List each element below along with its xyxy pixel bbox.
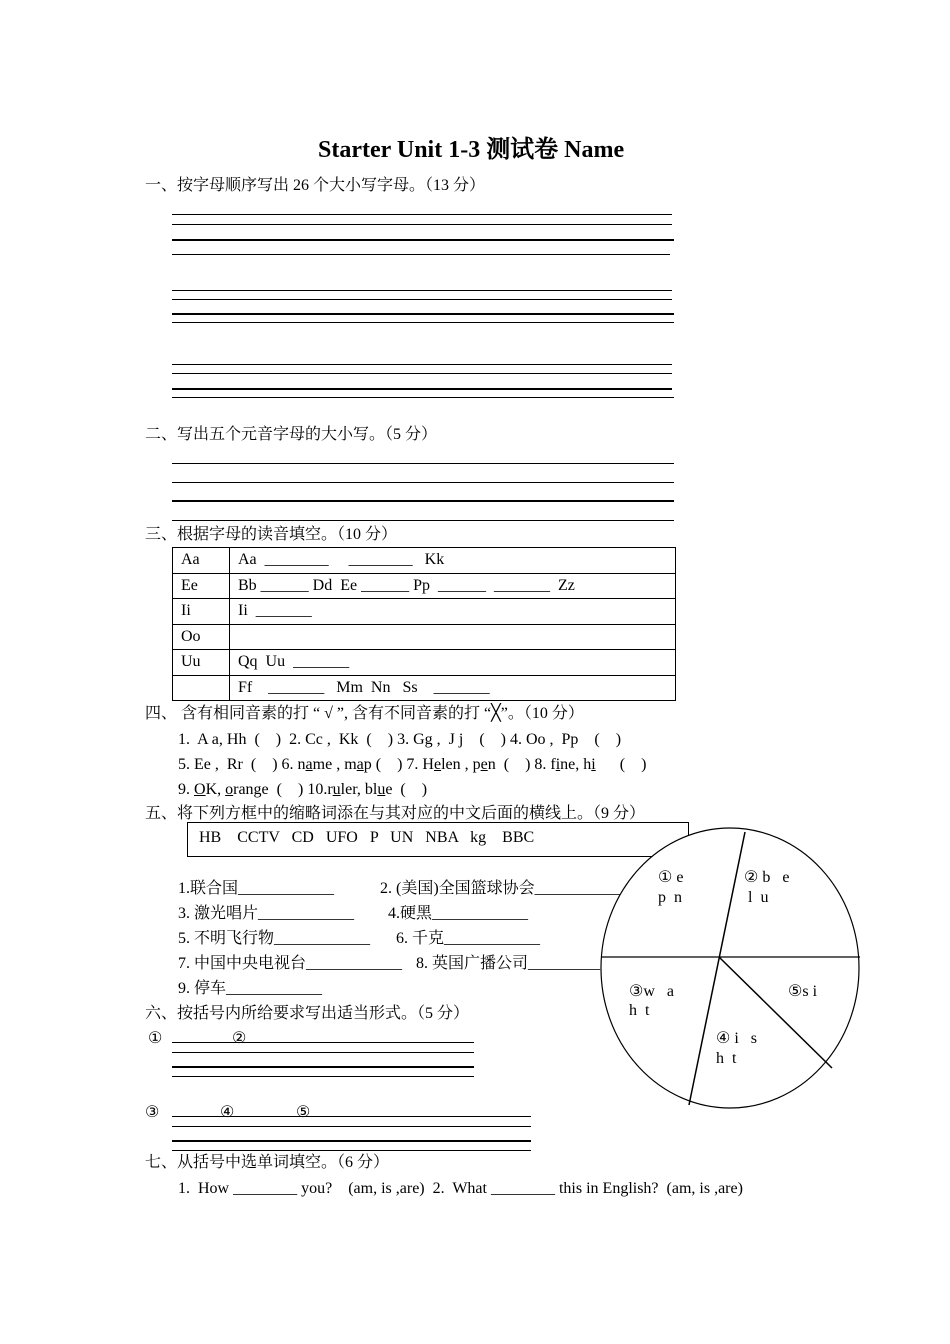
- letters-cell[interactable]: Bb ______ Dd Ee ______ Pp ______ _______ Zz: [230, 573, 676, 599]
- blank-number-2: ②: [232, 1030, 247, 1047]
- table-row: [173, 624, 676, 650]
- phoneme-line-2[interactable]: 5. Ee , Rr ( ) 6. name , map ( ) 7. Helen , pen ( ) 8. fine, hi ( ): [178, 756, 647, 773]
- section-4-heading: 四、 含有相同音素的打 “ √ ”, 含有不同音素的打 “╳”。（10 分）: [145, 705, 584, 722]
- wheel-word-3-top: ③w a: [629, 983, 674, 1000]
- wheel-word-5: ⑤s i: [788, 983, 818, 1000]
- letters-cell[interactable]: [230, 624, 676, 650]
- abbr-item-9[interactable]: 9. 停车____________: [178, 980, 323, 997]
- wheel-word-4-bottom: h t: [716, 1050, 737, 1067]
- letters-cell[interactable]: Ii _______: [230, 599, 676, 625]
- table-row: [173, 599, 676, 625]
- section-2-heading: 二、写出五个元音字母的大小写。（5 分）: [145, 426, 438, 443]
- abbr-item-1[interactable]: 1.联合国____________: [178, 880, 335, 897]
- vowel-cell: Ee: [173, 573, 230, 599]
- blank-number-1: ①: [148, 1030, 163, 1047]
- section-3-heading: 三、根据字母的读音填空。（10 分）: [145, 526, 398, 543]
- wheel-word-2-bottom: l u: [748, 889, 769, 906]
- abbr-item-3[interactable]: 3. 激光唱片____________: [178, 905, 355, 922]
- abbr-item-5[interactable]: 5. 不明飞行物____________: [178, 930, 371, 947]
- section-6-heading: 六、按括号内所给要求写出适当形式。（5 分）: [145, 1005, 470, 1022]
- vowel-cell: Aa: [173, 548, 230, 574]
- abbr-item-7[interactable]: 7. 中国中央电视台____________: [178, 955, 403, 972]
- letters-cell[interactable]: Ff _______ Mm Nn Ss _______: [230, 675, 676, 701]
- section-7-heading: 七、从括号中选单词填空。（6 分）: [145, 1154, 390, 1171]
- abbr-item-6[interactable]: 6. 千克____________: [396, 930, 541, 947]
- section-1-heading: 一、按字母顺序写出 26 个大小写字母。（13 分）: [145, 177, 486, 194]
- fill-blank-line-1[interactable]: 1. How ________ you? (am, is ,are) 2. What ________ this in English? (am, is ,are): [178, 1180, 743, 1197]
- blank-number-5: ⑤: [296, 1104, 311, 1121]
- phoneme-line-3[interactable]: 9. OK, orange ( ) 10.ruler, blue ( ): [178, 781, 428, 798]
- wheel-word-1-bottom: p n: [658, 889, 682, 906]
- table-row: [173, 573, 676, 599]
- letter-sound-table: [172, 547, 676, 701]
- abbreviation-list: HB CCTV CD UFO P UN NBA kg BBC: [199, 829, 535, 846]
- blank-number-3: ③: [145, 1104, 160, 1121]
- phoneme-line-1[interactable]: 1. A a, Hh ( ) 2. Cc , Kk ( ) 3. Gg , J j ( ) 4. Oo , Pp ( ): [178, 731, 622, 748]
- blank-number-4: ④: [220, 1104, 235, 1121]
- table-row: [173, 650, 676, 676]
- letters-cell[interactable]: Aa ________ ________ Kk: [230, 548, 676, 574]
- wheel-word-4-top: ④ i s: [716, 1030, 758, 1047]
- wheel-word-2-top: ② b e: [744, 869, 790, 886]
- page-title: Starter Unit 1-3 测试卷 Name: [318, 137, 625, 163]
- abbr-item-8[interactable]: 8. 英国广播公司_________: [416, 955, 601, 972]
- wheel-word-3-bottom: h t: [629, 1002, 650, 1019]
- vowel-cell: Oo: [173, 624, 230, 650]
- wheel-word-1-top: ① e: [658, 869, 684, 886]
- table-row: [173, 548, 676, 574]
- vowel-cell: Uu: [173, 650, 230, 676]
- vowel-cell: [173, 675, 230, 701]
- letters-cell[interactable]: Qq Uu _______: [230, 650, 676, 676]
- abbr-item-4[interactable]: 4.硬黑____________: [388, 905, 529, 922]
- table-row: [173, 675, 676, 701]
- vowel-cell: Ii: [173, 599, 230, 625]
- abbr-item-2[interactable]: 2. (美国)全国篮球协会___________: [380, 880, 623, 897]
- word-wheel: [598, 822, 868, 1122]
- section-5-heading: 五、将下列方框中的缩略词添在与其对应的中文后面的横线上。（9 分）: [145, 805, 646, 822]
